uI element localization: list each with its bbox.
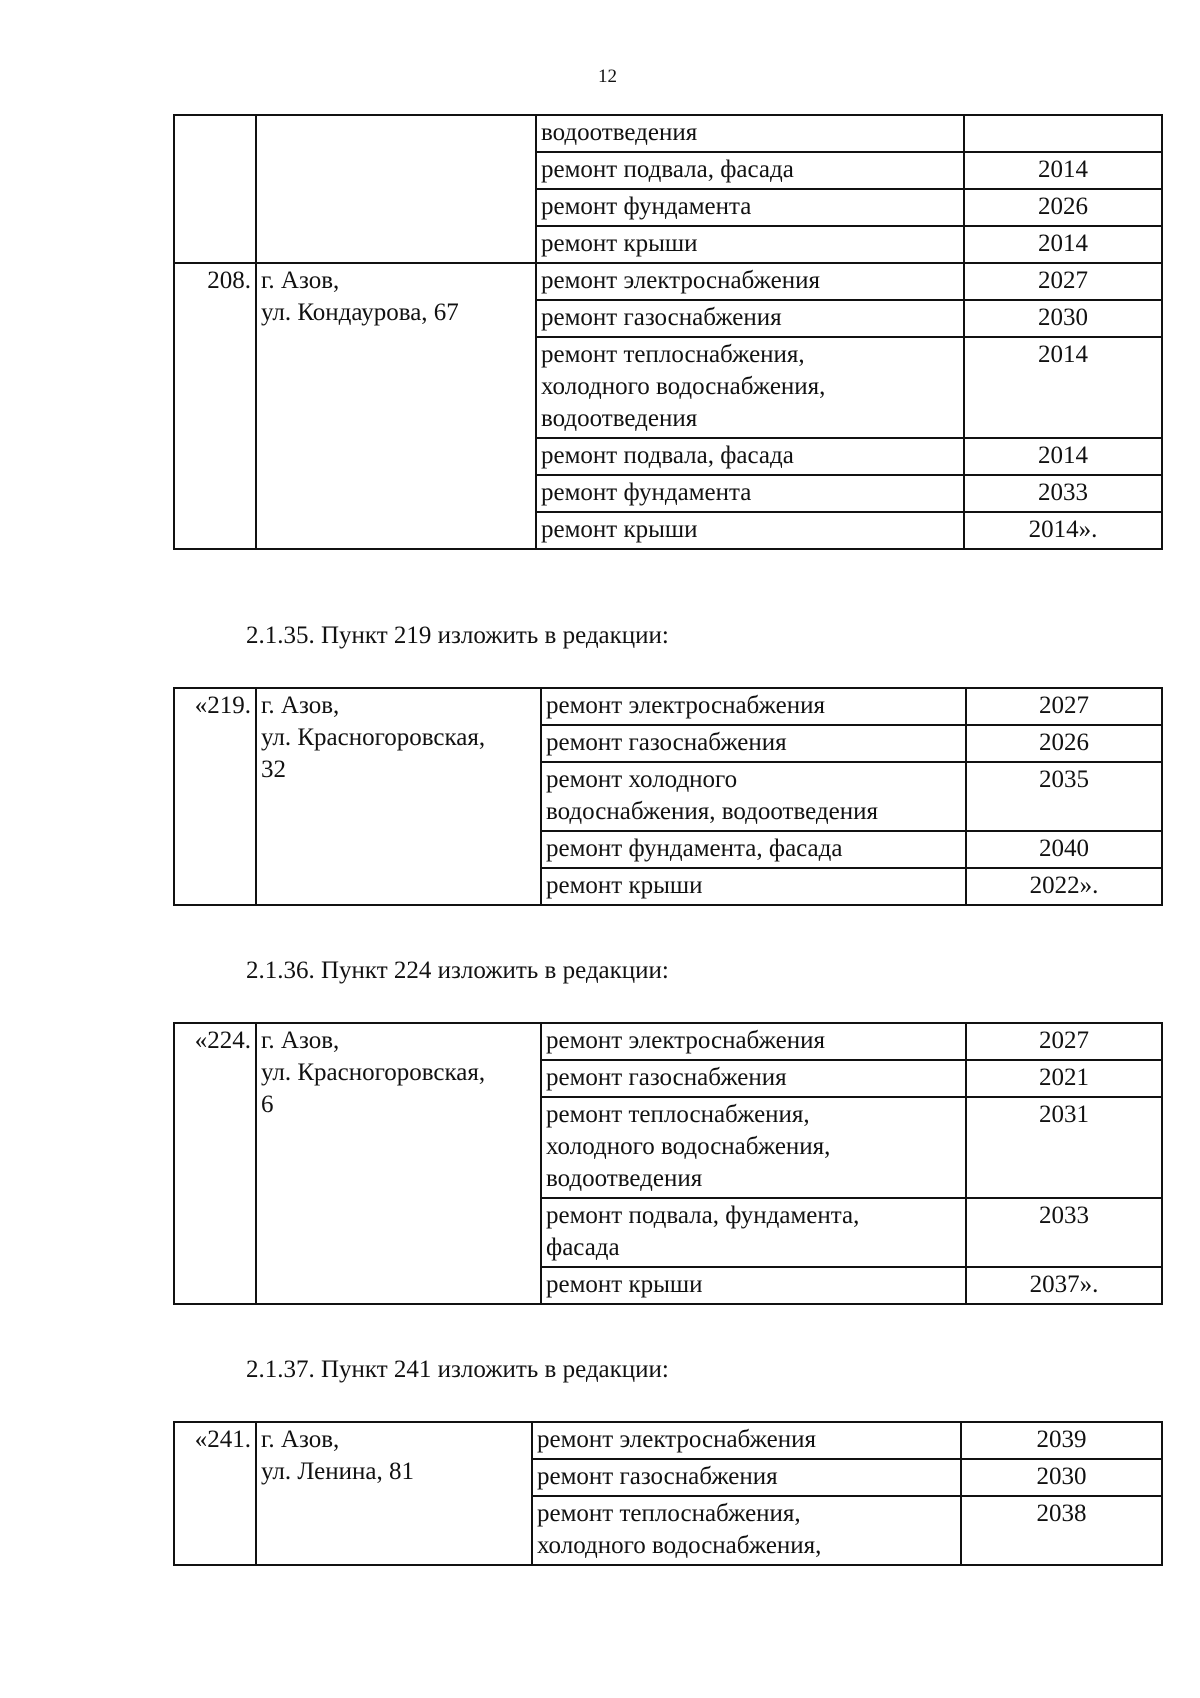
work-type-cell: ремонт подвала, фасада (536, 152, 964, 189)
work-type-cell: ремонт газоснабжения (541, 1060, 966, 1097)
year-cell (964, 115, 1162, 152)
work-type-cell: ремонт электроснабжения (532, 1422, 961, 1459)
year-cell: 2022». (966, 868, 1162, 905)
year-cell: 2035 (966, 762, 1162, 831)
work-type-cell: водоотведения (536, 115, 964, 152)
address-cell: г. Азов, ул. Кондаурова, 67 (256, 263, 536, 549)
work-type-cell: ремонт крыши (536, 512, 964, 549)
work-type-cell: ремонт крыши (541, 1267, 966, 1304)
table-row (174, 1023, 1162, 1060)
repair-schedule-table (173, 1022, 1163, 1305)
year-cell: 2038 (961, 1496, 1162, 1565)
table-row (174, 263, 1162, 300)
work-type-cell: ремонт подвала, фасада (536, 438, 964, 475)
item-number (174, 115, 256, 263)
address-cell: г. Азов, ул. Красногоровская, 6 (256, 1023, 541, 1304)
address-cell (256, 115, 536, 263)
year-cell: 2027 (966, 688, 1162, 725)
work-type-cell: ремонт газоснабжения (541, 725, 966, 762)
work-type-cell: ремонт теплоснабжения, холодного водоснабжения, водоотведения (536, 337, 964, 438)
amendment-paragraph: 2.1.35. Пункт 219 изложить в редакции: (246, 622, 669, 649)
table-row (174, 1422, 1162, 1459)
table-row (174, 688, 1162, 725)
table-row (174, 115, 1162, 152)
repair-schedule-table (173, 687, 1163, 906)
repair-schedule-table (173, 1421, 1163, 1566)
item-number: «219. (174, 688, 256, 905)
year-cell: 2040 (966, 831, 1162, 868)
work-type-cell: ремонт теплоснабжения, холодного водоснабжения, водоотведения (541, 1097, 966, 1198)
year-cell: 2014 (964, 337, 1162, 438)
year-cell: 2021 (966, 1060, 1162, 1097)
work-type-cell: ремонт фундамента (536, 189, 964, 226)
work-type-cell: ремонт газоснабжения (536, 300, 964, 337)
year-cell: 2037». (966, 1267, 1162, 1304)
year-cell: 2014 (964, 438, 1162, 475)
year-cell: 2014». (964, 512, 1162, 549)
year-cell: 2014 (964, 152, 1162, 189)
work-type-cell: ремонт крыши (536, 226, 964, 263)
year-cell: 2026 (966, 725, 1162, 762)
address-cell: г. Азов, ул. Красногоровская, 32 (256, 688, 541, 905)
year-cell: 2030 (961, 1459, 1162, 1496)
year-cell: 2026 (964, 189, 1162, 226)
amendment-paragraph: 2.1.36. Пункт 224 изложить в редакции: (246, 957, 669, 984)
year-cell: 2027 (964, 263, 1162, 300)
work-type-cell: ремонт фундамента (536, 475, 964, 512)
item-number: 208. (174, 263, 256, 549)
work-type-cell: ремонт холодного водоснабжения, водоотведения (541, 762, 966, 831)
work-type-cell: ремонт подвала, фундамента, фасада (541, 1198, 966, 1267)
amendment-paragraph: 2.1.37. Пункт 241 изложить в редакции: (246, 1356, 669, 1383)
year-cell: 2027 (966, 1023, 1162, 1060)
year-cell: 2033 (966, 1198, 1162, 1267)
address-cell: г. Азов, ул. Ленина, 81 (256, 1422, 532, 1565)
work-type-cell: ремонт электроснабжения (541, 1023, 966, 1060)
item-number: «241. (174, 1422, 256, 1565)
work-type-cell: ремонт газоснабжения (532, 1459, 961, 1496)
work-type-cell: ремонт теплоснабжения, холодного водоснабжения, (532, 1496, 961, 1565)
repair-schedule-table (173, 114, 1163, 550)
page-number: 12 (598, 66, 617, 87)
year-cell: 2033 (964, 475, 1162, 512)
work-type-cell: ремонт фундамента, фасада (541, 831, 966, 868)
year-cell: 2031 (966, 1097, 1162, 1198)
item-number: «224. (174, 1023, 256, 1304)
work-type-cell: ремонт крыши (541, 868, 966, 905)
year-cell: 2014 (964, 226, 1162, 263)
work-type-cell: ремонт электроснабжения (541, 688, 966, 725)
work-type-cell: ремонт электроснабжения (536, 263, 964, 300)
year-cell: 2030 (964, 300, 1162, 337)
year-cell: 2039 (961, 1422, 1162, 1459)
